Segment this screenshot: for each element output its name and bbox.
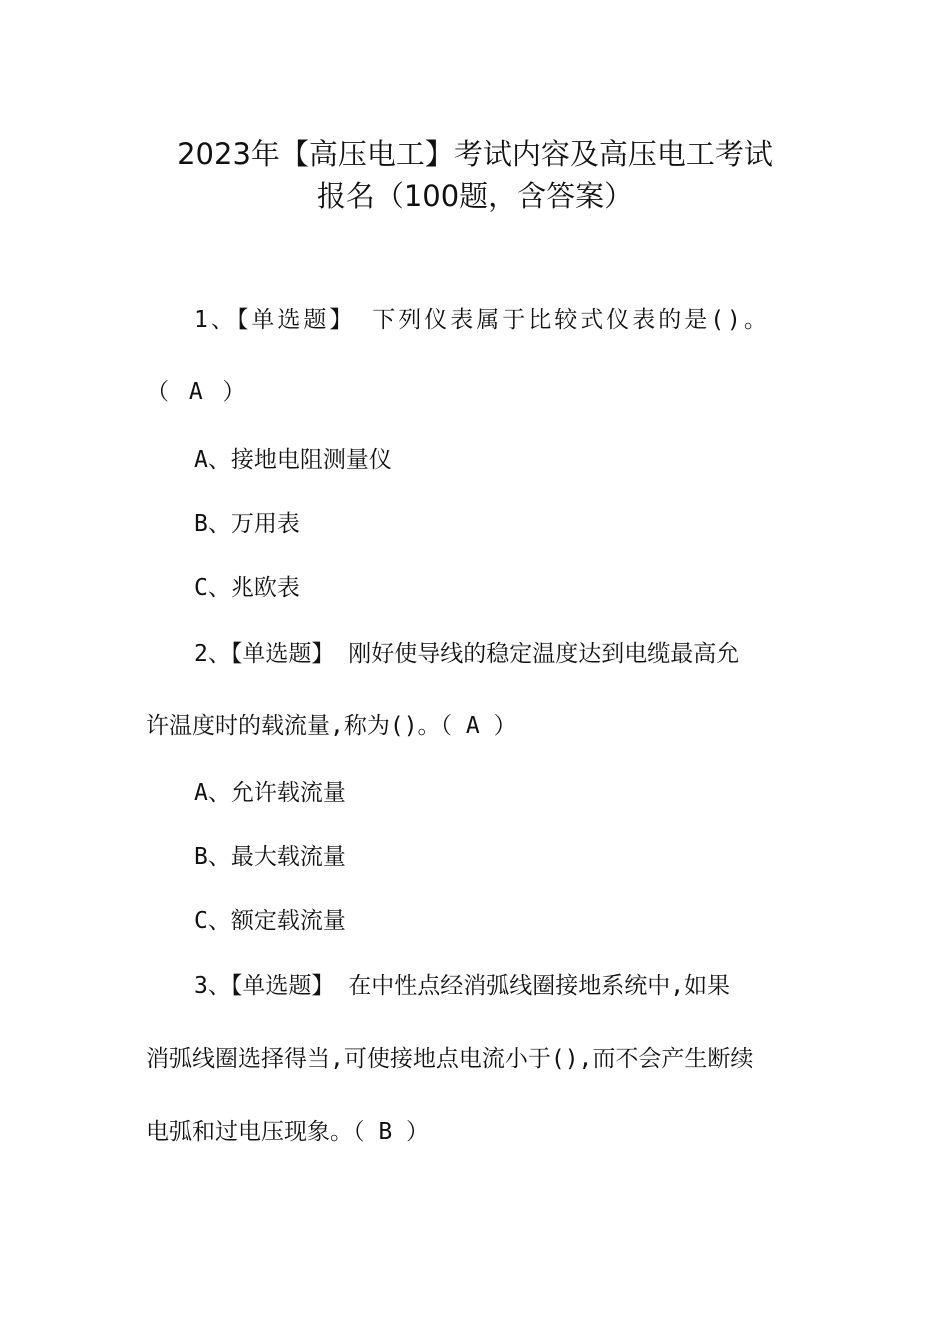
document-title-line-2: 报名（100题，含答案） xyxy=(316,179,634,213)
question-1-option-c: C、兆欧表 xyxy=(194,575,300,601)
question-2-text-continued: 许温度时的载流量,称为()。（ A ） xyxy=(146,713,517,739)
question-2-option-c: C、额定载流量 xyxy=(194,908,346,934)
question-3-text: 3、【单选题】 在中性点经消弧线圈接地系统中,如果 xyxy=(194,973,731,999)
question-3-text-continued: 消弧线圈选择得当,可使接地点电流小于(),而不会产生断续 xyxy=(146,1046,754,1072)
question-1-text: 1、【单选题】 下列仪表属于比较式仪表的是()。 xyxy=(194,307,770,333)
question-1-answer: （ A ） xyxy=(146,379,249,405)
question-3-answer-line: 电弧和过电压现象。（ B ） xyxy=(146,1119,430,1145)
question-2-option-a: A、允许载流量 xyxy=(194,780,346,806)
question-1-option-b: B、万用表 xyxy=(194,511,300,537)
question-2-option-b: B、最大载流量 xyxy=(194,844,346,870)
document-title-line-1: 2023年【高压电工】考试内容及高压电工考试 xyxy=(177,137,773,171)
question-2-text: 2、【单选题】 刚好使导线的稳定温度达到电缆最高允 xyxy=(194,641,740,667)
question-1-option-a: A、接地电阻测量仪 xyxy=(194,447,392,473)
